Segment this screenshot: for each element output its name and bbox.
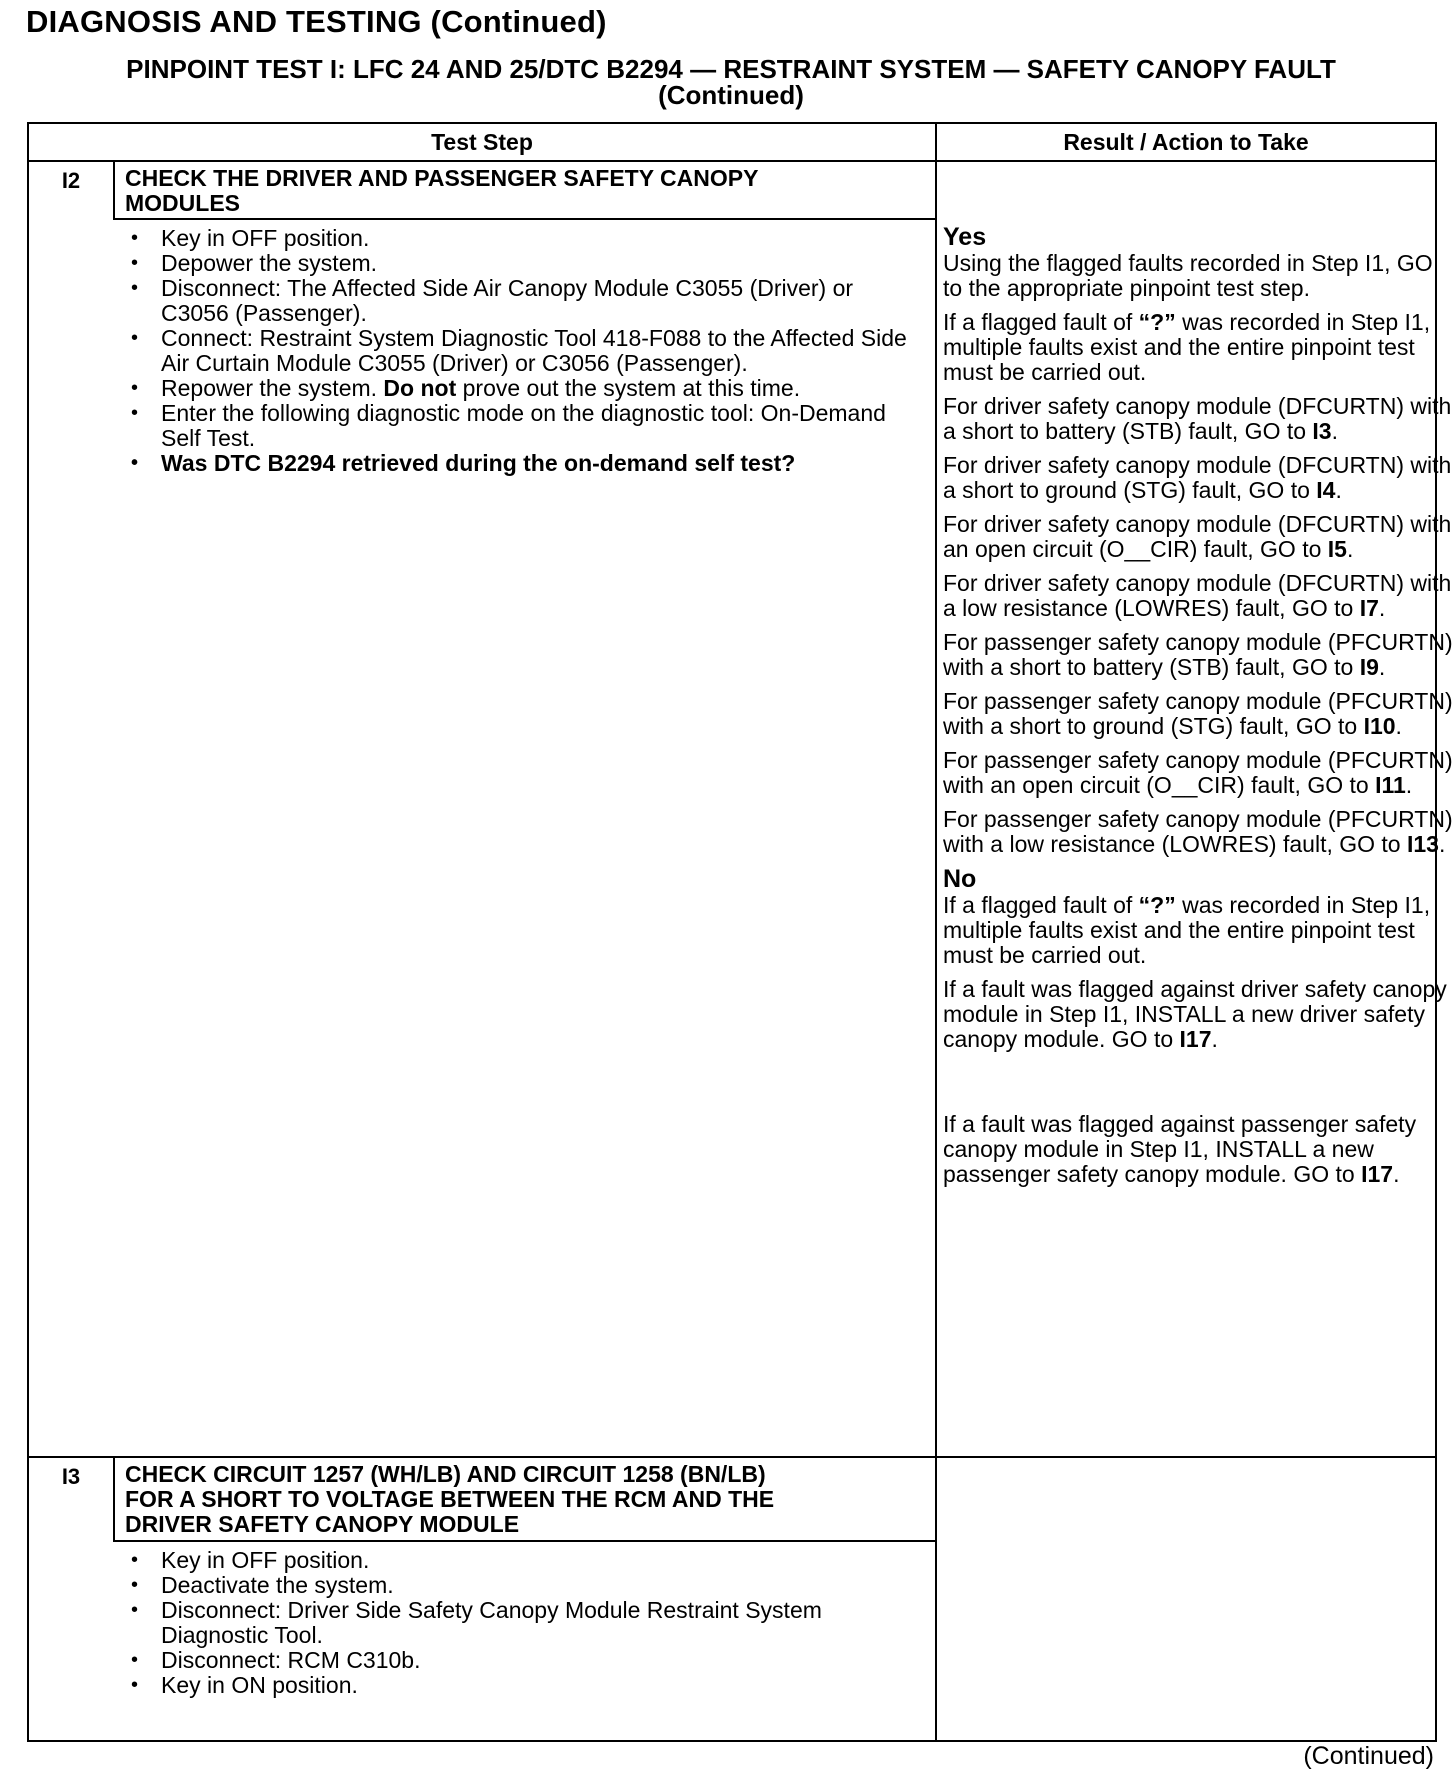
result-item: For driver safety canopy module (DFCURTN) with a low resistance (LOWRES) fault, GO to I7. <box>943 570 1452 621</box>
result-item: Using the flagged faults recorded in Step I1, GO to the appropriate pinpoint test step. <box>943 250 1433 301</box>
list-item: • Connect: Restraint System Diagnostic Tool 418-F088 to the Affected Side Air Curtain Module C3055 (Driver) or C3056 (Passenger). <box>131 325 907 376</box>
list-item-question: • Was DTC B2294 retrieved during the on-demand self test? <box>131 450 796 476</box>
test-title-line1: PINPOINT TEST I: LFC 24 AND 25/DTC B2294 — RESTRAINT SYSTEM — SAFETY CANOPY FAULT <box>126 54 1336 84</box>
step-title-i2-line1: CHECK THE DRIVER AND PASSENGER SAFETY CANOPY <box>125 165 759 191</box>
step-title-i3-line3: DRIVER SAFETY CANOPY MODULE <box>125 1511 520 1537</box>
result-item: For passenger safety canopy module (PFCURTN) with an open circuit (O__CIR) fault, GO to I11. <box>943 747 1453 798</box>
no-label: No <box>943 865 977 893</box>
result-item: If a fault was flagged against passenger safety canopy module in Step I1, INSTALL a new passenger safety canopy module. GO to I17. <box>943 1111 1417 1187</box>
step-title-i2-line2: MODULES <box>125 190 240 216</box>
i2-title-divider <box>113 218 935 220</box>
step-title-i3-line2: FOR A SHORT TO VOLTAGE BETWEEN THE RCM AND THE <box>125 1486 775 1512</box>
page-title: DIAGNOSIS AND TESTING (Continued) <box>26 4 607 39</box>
row-divider <box>29 1456 1435 1458</box>
step-title-i3 <box>125 1462 905 1537</box>
list-item: • Disconnect: Driver Side Safety Canopy Module Restraint System Diagnostic Tool. <box>131 1597 822 1648</box>
list-item: • Key in OFF position. <box>131 1547 370 1573</box>
result-item: If a fault was flagged against driver safety canopy module in Step I1, INSTALL a new driver safety canopy module. GO to I17. <box>943 976 1447 1052</box>
step-i3-instructions <box>125 1548 915 1698</box>
list-item: • Disconnect: RCM C310b. <box>131 1647 421 1673</box>
result-item: If a flagged fault of “?” was recorded in Step I1, multiple faults exist and the entire pinpoint test must be carried out. <box>943 309 1431 385</box>
result-item: For driver safety canopy module (DFCURTN) with an open circuit (O__CIR) fault, GO to I5. <box>943 511 1452 562</box>
list-item: • Disconnect: The Affected Side Air Canopy Module C3055 (Driver) or C3056 (Passenger). <box>131 275 854 326</box>
result-item: For driver safety canopy module (DFCURTN) with a short to battery (STB) fault, GO to I3. <box>943 393 1452 444</box>
list-item: • Key in OFF position. <box>131 225 370 251</box>
list-item: • Key in ON position. <box>131 1672 358 1698</box>
step-i2-instructions <box>125 226 915 476</box>
continued-footer: (Continued) <box>1303 1742 1434 1770</box>
list-item: • Enter the following diagnostic mode on the diagnostic tool: On-Demand Self Test. <box>131 400 886 451</box>
header-divider <box>29 160 1435 162</box>
step-number-i2: I2 <box>61 168 81 193</box>
step-num-divider-i2 <box>113 160 115 218</box>
step-title-i2 <box>125 166 905 216</box>
column-divider <box>935 124 937 1740</box>
step-number-i3: I3 <box>61 1464 81 1489</box>
result-item: For passenger safety canopy module (PFCURTN) with a short to battery (STB) fault, GO to I9. <box>943 629 1453 680</box>
list-item: • Repower the system. Do not prove out the system at this time. <box>131 375 801 401</box>
step-i2-results <box>943 224 1456 1196</box>
list-item: • Depower the system. <box>131 250 378 276</box>
result-item: For driver safety canopy module (DFCURTN) with a short to ground (STG) fault, GO to I4. <box>943 452 1452 503</box>
step-num-divider-i3 <box>113 1456 115 1540</box>
result-item: If a flagged fault of “?” was recorded in Step I1, multiple faults exist and the entire pinpoint test must be carried out. <box>943 892 1431 968</box>
header-result-action: Result / Action to Take <box>1063 129 1309 155</box>
test-title-line2: (Continued) <box>658 80 804 110</box>
header-test-step: Test Step <box>431 129 533 155</box>
i3-title-divider <box>113 1540 935 1542</box>
list-item: • Deactivate the system. <box>131 1572 394 1598</box>
pinpoint-test-title <box>26 56 1436 108</box>
result-item: For passenger safety canopy module (PFCURTN) with a short to ground (STG) fault, GO to I10. <box>943 688 1453 739</box>
step-title-i3-line1: CHECK CIRCUIT 1257 (WH/LB) AND CIRCUIT 1258 (BN/LB) <box>125 1461 766 1487</box>
test-table <box>27 122 1453 1742</box>
yes-label: Yes <box>943 223 987 251</box>
result-item: For passenger safety canopy module (PFCURTN) with a low resistance (LOWRES) fault, GO to I13. <box>943 806 1453 857</box>
